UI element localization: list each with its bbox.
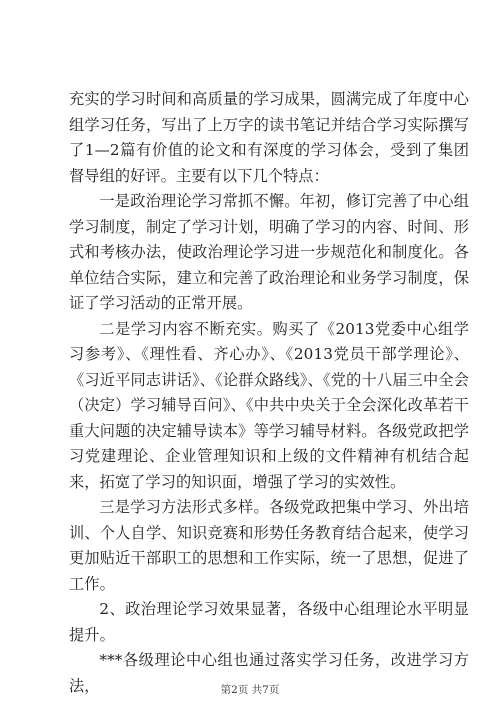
paragraph-continued: ***各级理论中心组也通过落实学习任务，改进学习方法， [69, 651, 469, 695]
paragraph-point-three: 三是学习方法形式多样。各级党政把集中学习、外出培训、个人自学、知识竞赛和形势任务教育结合起来，使学习更加贴近干部职工的思想和工作实际，统一了思想，促进了工作。 [69, 498, 469, 593]
paragraph-point-two: 二是学习内容不断充实。购买了《2013党委中心组学习参考》、《理性看、齐心办》、《2013党员干部学理论》、《习近平同志讲话》、《论群众路线》、《党的十八届三中全会（决定）学习辅导百问》、《中共中央关于全会深化改革若干重大问题的决定辅导读本》等学习辅导材料。各级党政把学习党建理论、企业管理知识和上级的文件精神有机结合起来，拓宽了学习的知识面，增强了学习的实效性。 [69, 319, 469, 491]
section-heading-2: 2、政治理论学习效果显著，各级中心组理论水平明显提升。 [69, 600, 469, 644]
paragraph-intro: 充实的学习时间和高质量的学习成果，圆满完成了年度中心组学习任务，写出了上万字的读书笔记并结合学习实际撰写了1—2篇有价值的论文和有深度的学习体会，受到了集团督导组的好评。主要有以下几个特点： [69, 90, 469, 185]
paragraph-point-one: 一是政治理论学习常抓不懈。年初，修订完善了中心组学习制度，制定了学习计划，明确了学习的内容、时间、形式和考核办法，使政治理论学习进一步规范化和制度化。各单位结合实际，建立和完善了政治理论和业务学习制度，保证了学习活动的正常开展。 [69, 192, 469, 312]
document-body [69, 87, 469, 699]
page-footer: 第2页 共7页 [220, 684, 280, 696]
